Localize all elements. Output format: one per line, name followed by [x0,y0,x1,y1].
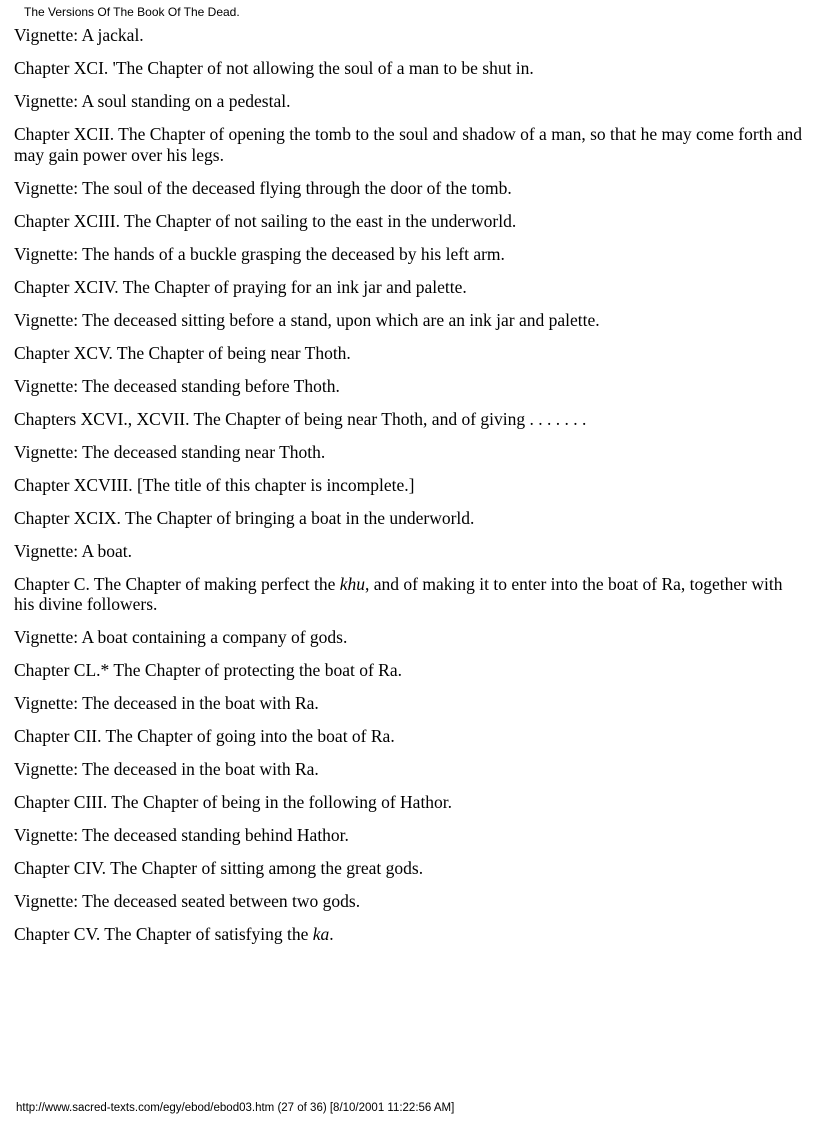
paragraph-text: , and of making it to enter into the boat of Ra, together with his divine followers. [14,573,783,614]
paragraph: Chapter CIV. The Chapter of sitting among the great gods. [14,858,424,878]
paragraph: Chapter XCVIII. [The title of this chapter is incomplete.] [14,474,415,495]
paragraph: Vignette: A soul standing on a pedestal. [14,91,291,111]
paragraph: Vignette: The deceased sitting before a stand, upon which are an ink jar and palette. [14,309,600,330]
paragraph: Chapter XCIX. The Chapter of bringing a boat in the underworld. [14,507,475,528]
italic-term: ka [312,924,330,944]
paragraph: Vignette: The soul of the deceased flying through the door of the tomb. [14,177,512,198]
paragraph: Chapter XCI. 'The Chapter of not allowing the soul of a man to be shut in. [14,58,534,78]
paragraph: Chapter CIII. The Chapter of being in the following of Hathor. [14,792,453,812]
paragraph: Chapter CL.* The Chapter of protecting the boat of Ra. [14,660,402,680]
paragraph: Vignette: The deceased seated between two gods. [14,891,361,911]
page-header: The Versions Of The Book Of The Dead. [24,5,240,19]
paragraph [14,924,804,945]
paragraph: Vignette: The deceased standing near Thoth. [14,441,326,462]
document-body [14,25,804,957]
paragraph-text: . [329,924,334,944]
paragraph: Vignette: A jackal. [14,25,144,45]
paragraph: Chapter XCIV. The Chapter of praying for an ink jar and palette. [14,276,467,297]
paragraph [14,574,804,615]
paragraph: Vignette: The deceased in the boat with Ra. [14,759,319,779]
paragraph: Vignette: The deceased standing before Thoth. [14,375,340,396]
paragraph: Chapter CII. The Chapter of going into the boat of Ra. [14,726,395,746]
paragraph-text: Chapter CV. The Chapter of satisfying the [14,924,313,944]
paragraph: Vignette: The deceased in the boat with Ra. [14,693,319,713]
paragraph: Vignette: A boat. [14,540,133,561]
paragraph: Chapter XCV. The Chapter of being near Thoth. [14,342,351,363]
paragraph: Chapters XCVI., XCVII. The Chapter of being near Thoth, and of giving . . . . . . . [14,408,587,429]
paragraph: Chapter XCIII. The Chapter of not sailing to the east in the underworld. [14,210,517,231]
page-footer-source: http://www.sacred-texts.com/egy/ebod/ebod03.htm (27 of 36) [8/10/2001 11:22:56 AM] [16,1102,455,1114]
paragraph: Vignette: The deceased standing behind Hathor. [14,825,349,845]
paragraph: Vignette: The hands of a buckle grasping the deceased by his left arm. [14,243,505,264]
paragraph: Chapter XCII. The Chapter of opening the tomb to the soul and shadow of a man, so that he may come forth and may gain power over his legs. [14,124,802,165]
italic-term: khu [339,573,366,594]
paragraph: Vignette: A boat containing a company of gods. [14,627,348,647]
paragraph-text: Chapter C. The Chapter of making perfect the [14,573,340,594]
